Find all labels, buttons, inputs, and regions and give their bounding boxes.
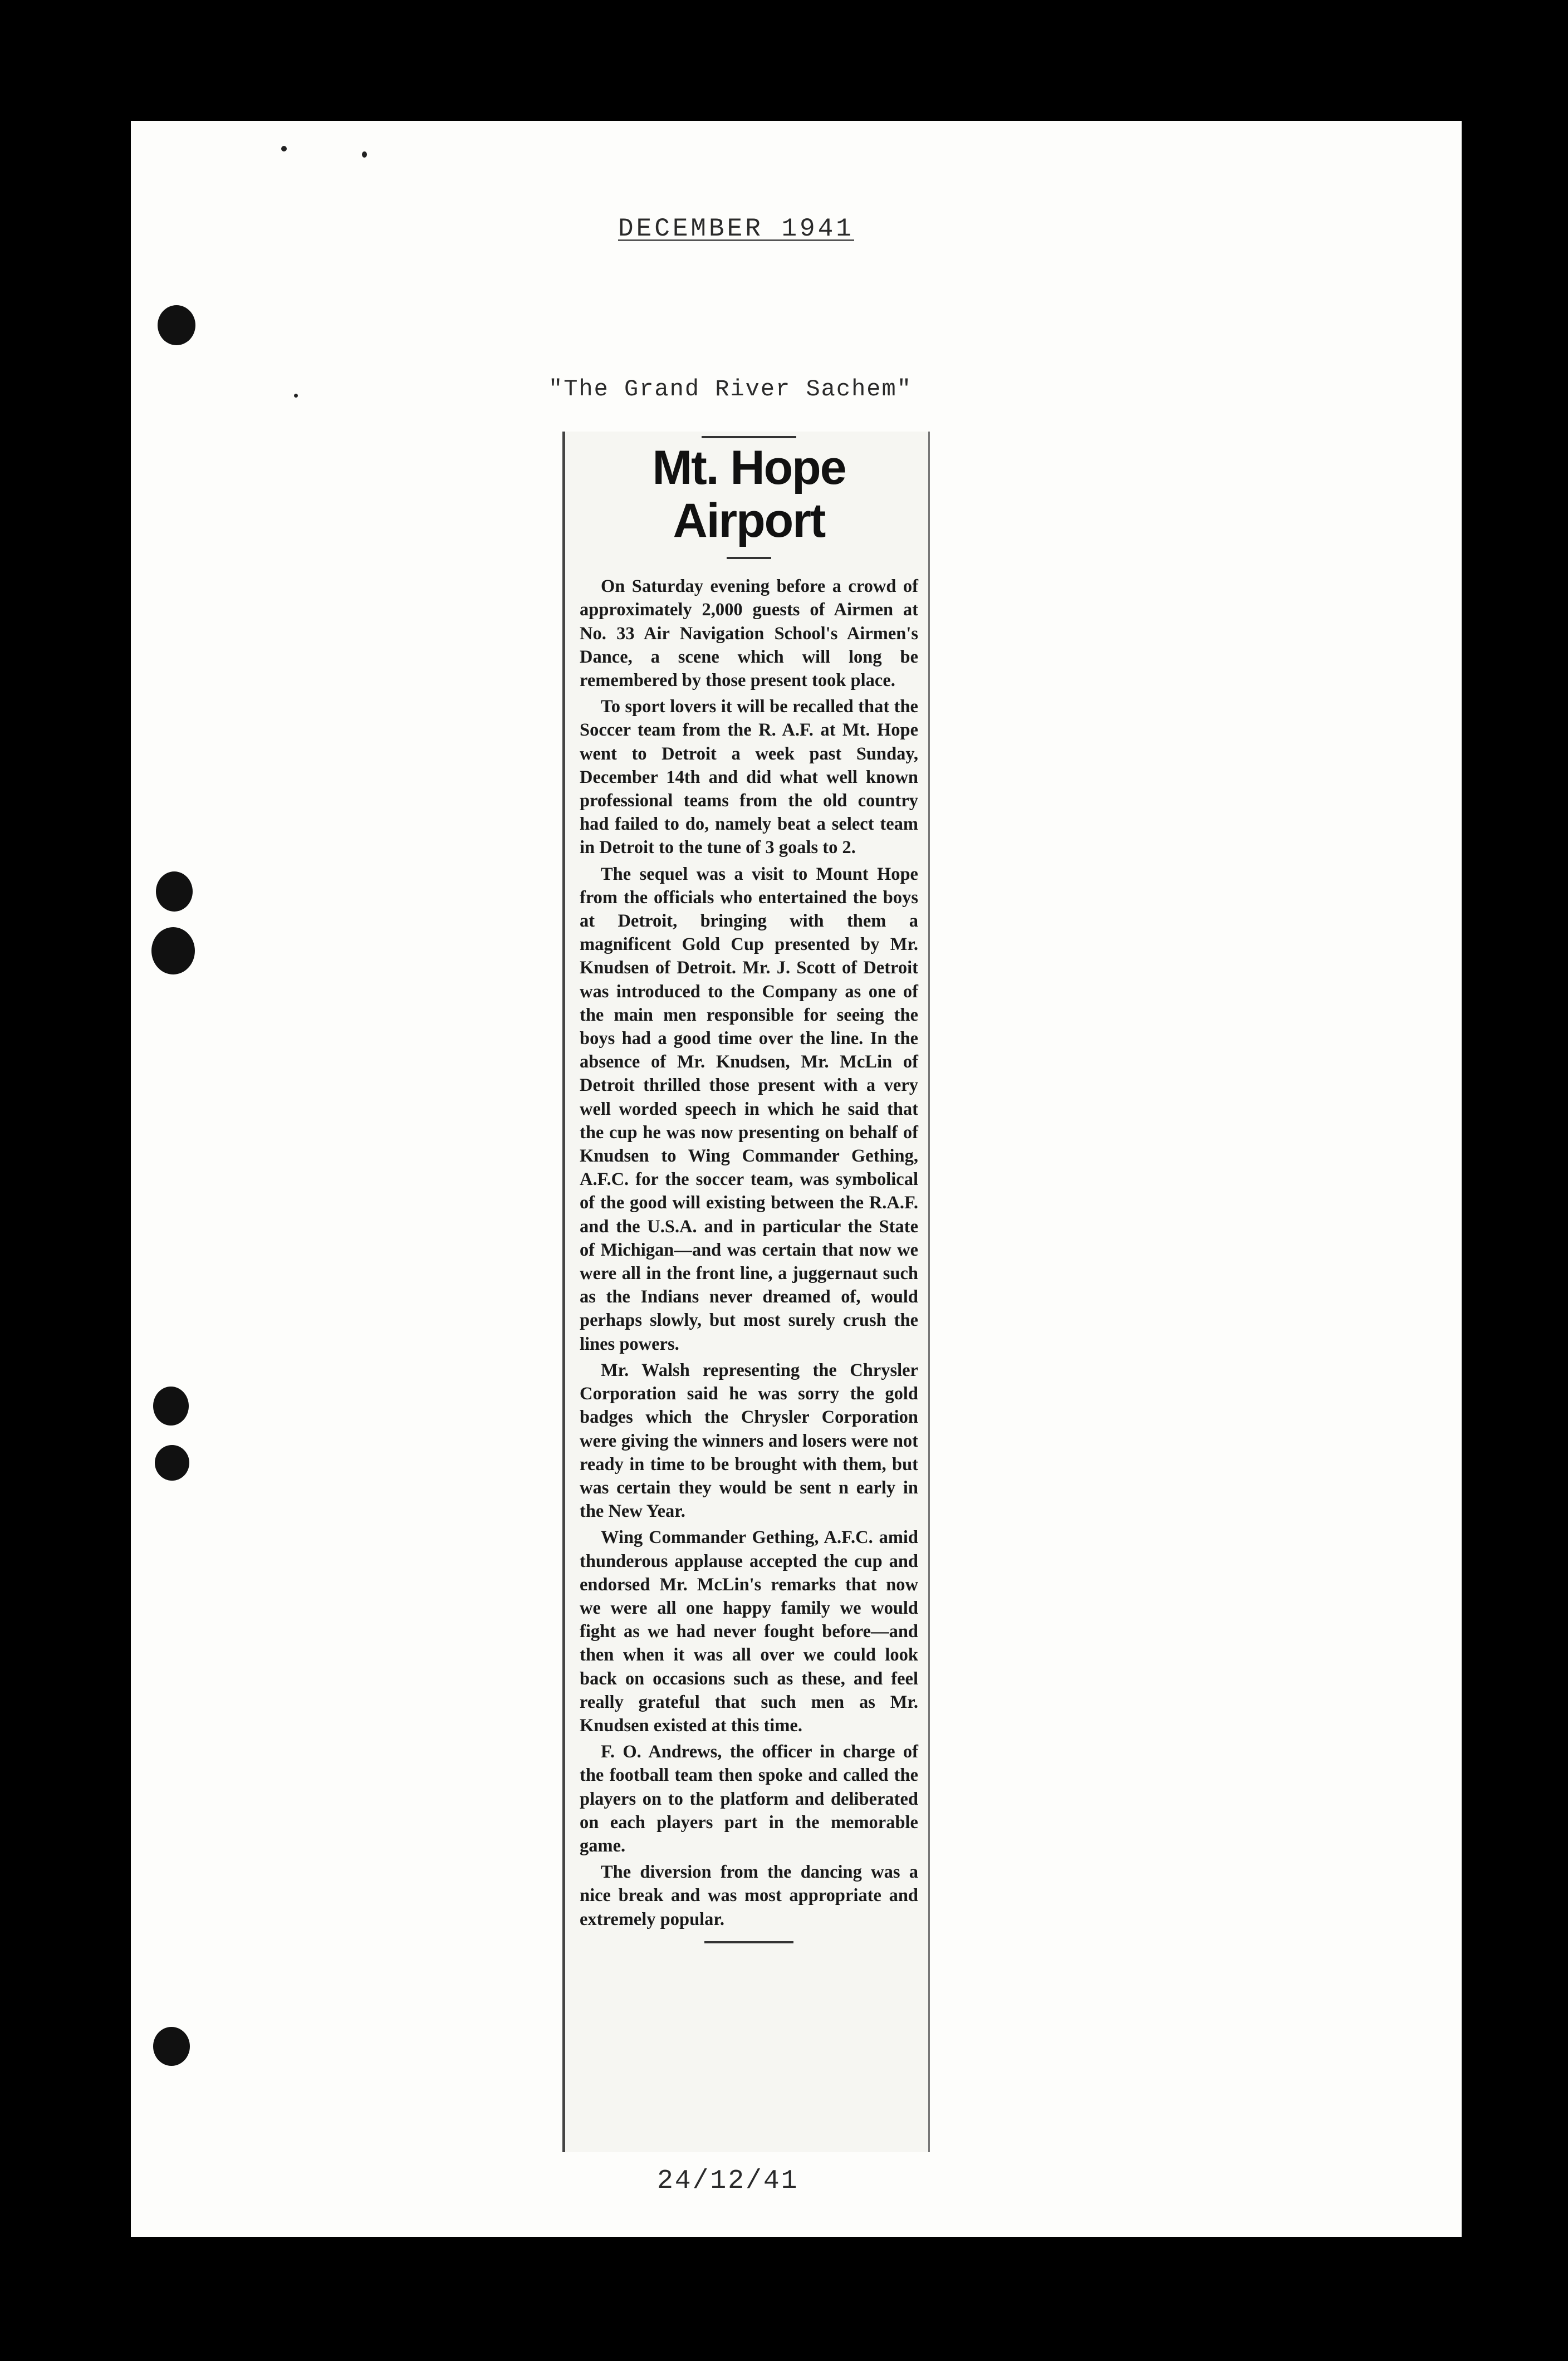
publication-name: "The Grand River Sachem" [548,376,912,403]
article-paragraph: F. O. Andrews, the officer in charge of the football team then spoke and called the players on to the platform and deliberated on each players part in the memorable game. [580,1742,918,1856]
top-rule [702,436,796,438]
handwritten-date: 24/12/41 [657,2166,799,2196]
article-paragraph: The diversion from the dancing was a nice break and was most appropriate and extremely popular. [580,1862,918,1929]
punch-hole [153,2027,190,2066]
speck [281,146,287,151]
newspaper-clipping [562,432,930,2152]
speck [362,151,367,158]
punch-hole [151,927,195,974]
punch-hole [155,1445,189,1481]
headline-rule [727,557,771,559]
article-paragraph: Mr. Walsh representing the Chrysler Corporation said he was sorry the gold badges which the Chrysler Corporation were giving the winners and losers were not ready in time to be brought with them, but was certain they would be sent n early in the New Year. [580,1360,918,1522]
month-header: DECEMBER 1941 [618,214,854,243]
article-paragraph: On Saturday evening before a crowd of approximately 2,000 guests of Airmen at No. 33 Air Navigation School's Airmen's Dance, a scene which will long be remembered by those present took place. [580,576,918,690]
article-paragraph: To sport lovers it will be recalled that the Soccer team from the R. A.F. at Mt. Hope went to Detroit a week past Sunday, December 14th and did what well known professional teams from the old country had failed to do, namely beat a select team in Detroit to the tune of 3 goals to 2. [580,697,918,858]
punch-hole [153,1387,189,1426]
bottom-rule [704,1941,793,1943]
speck [294,394,298,398]
punch-hole [158,305,195,345]
punch-hole [156,871,193,912]
headline: Mt. Hope Airport [652,441,846,547]
article-paragraph: The sequel was a visit to Mount Hope from the officials who entertained the boys at Detroit, bringing with them a magnificent Gold Cup presented by Mr. Knudsen of Detroit. Mr. J. Scott of Detroit was introduced to the Company as one of the main men responsible for seeing the boys had a good time over the line. In the absence of Mr. Knudsen, Mr. McLin of Detroit thrilled those present with a very well worded speech in which he said that the cup he was now presenting on behalf of Knudsen to Wing Commander Gething, A.F.C. for the soccer team, was symbolical of the good will existing between the R.A.F. and the U.S.A. and in particular the State of Michigan—and was certain that now we were all in the front line, a juggernaut such as the Indians never dreamed of, would perhaps slowly, but most surely crush the lines powers. [580,864,918,1354]
article-paragraph: Wing Commander Gething, A.F.C. amid thunderous applause accepted the cup and endorsed Mr. McLin's remarks that now we were all one happy family we would fight as we had never fought before—and then when it was all over we could look back on occasions such as these, and feel really grateful that such men as Mr. Knudsen existed at this time. [580,1527,918,1736]
